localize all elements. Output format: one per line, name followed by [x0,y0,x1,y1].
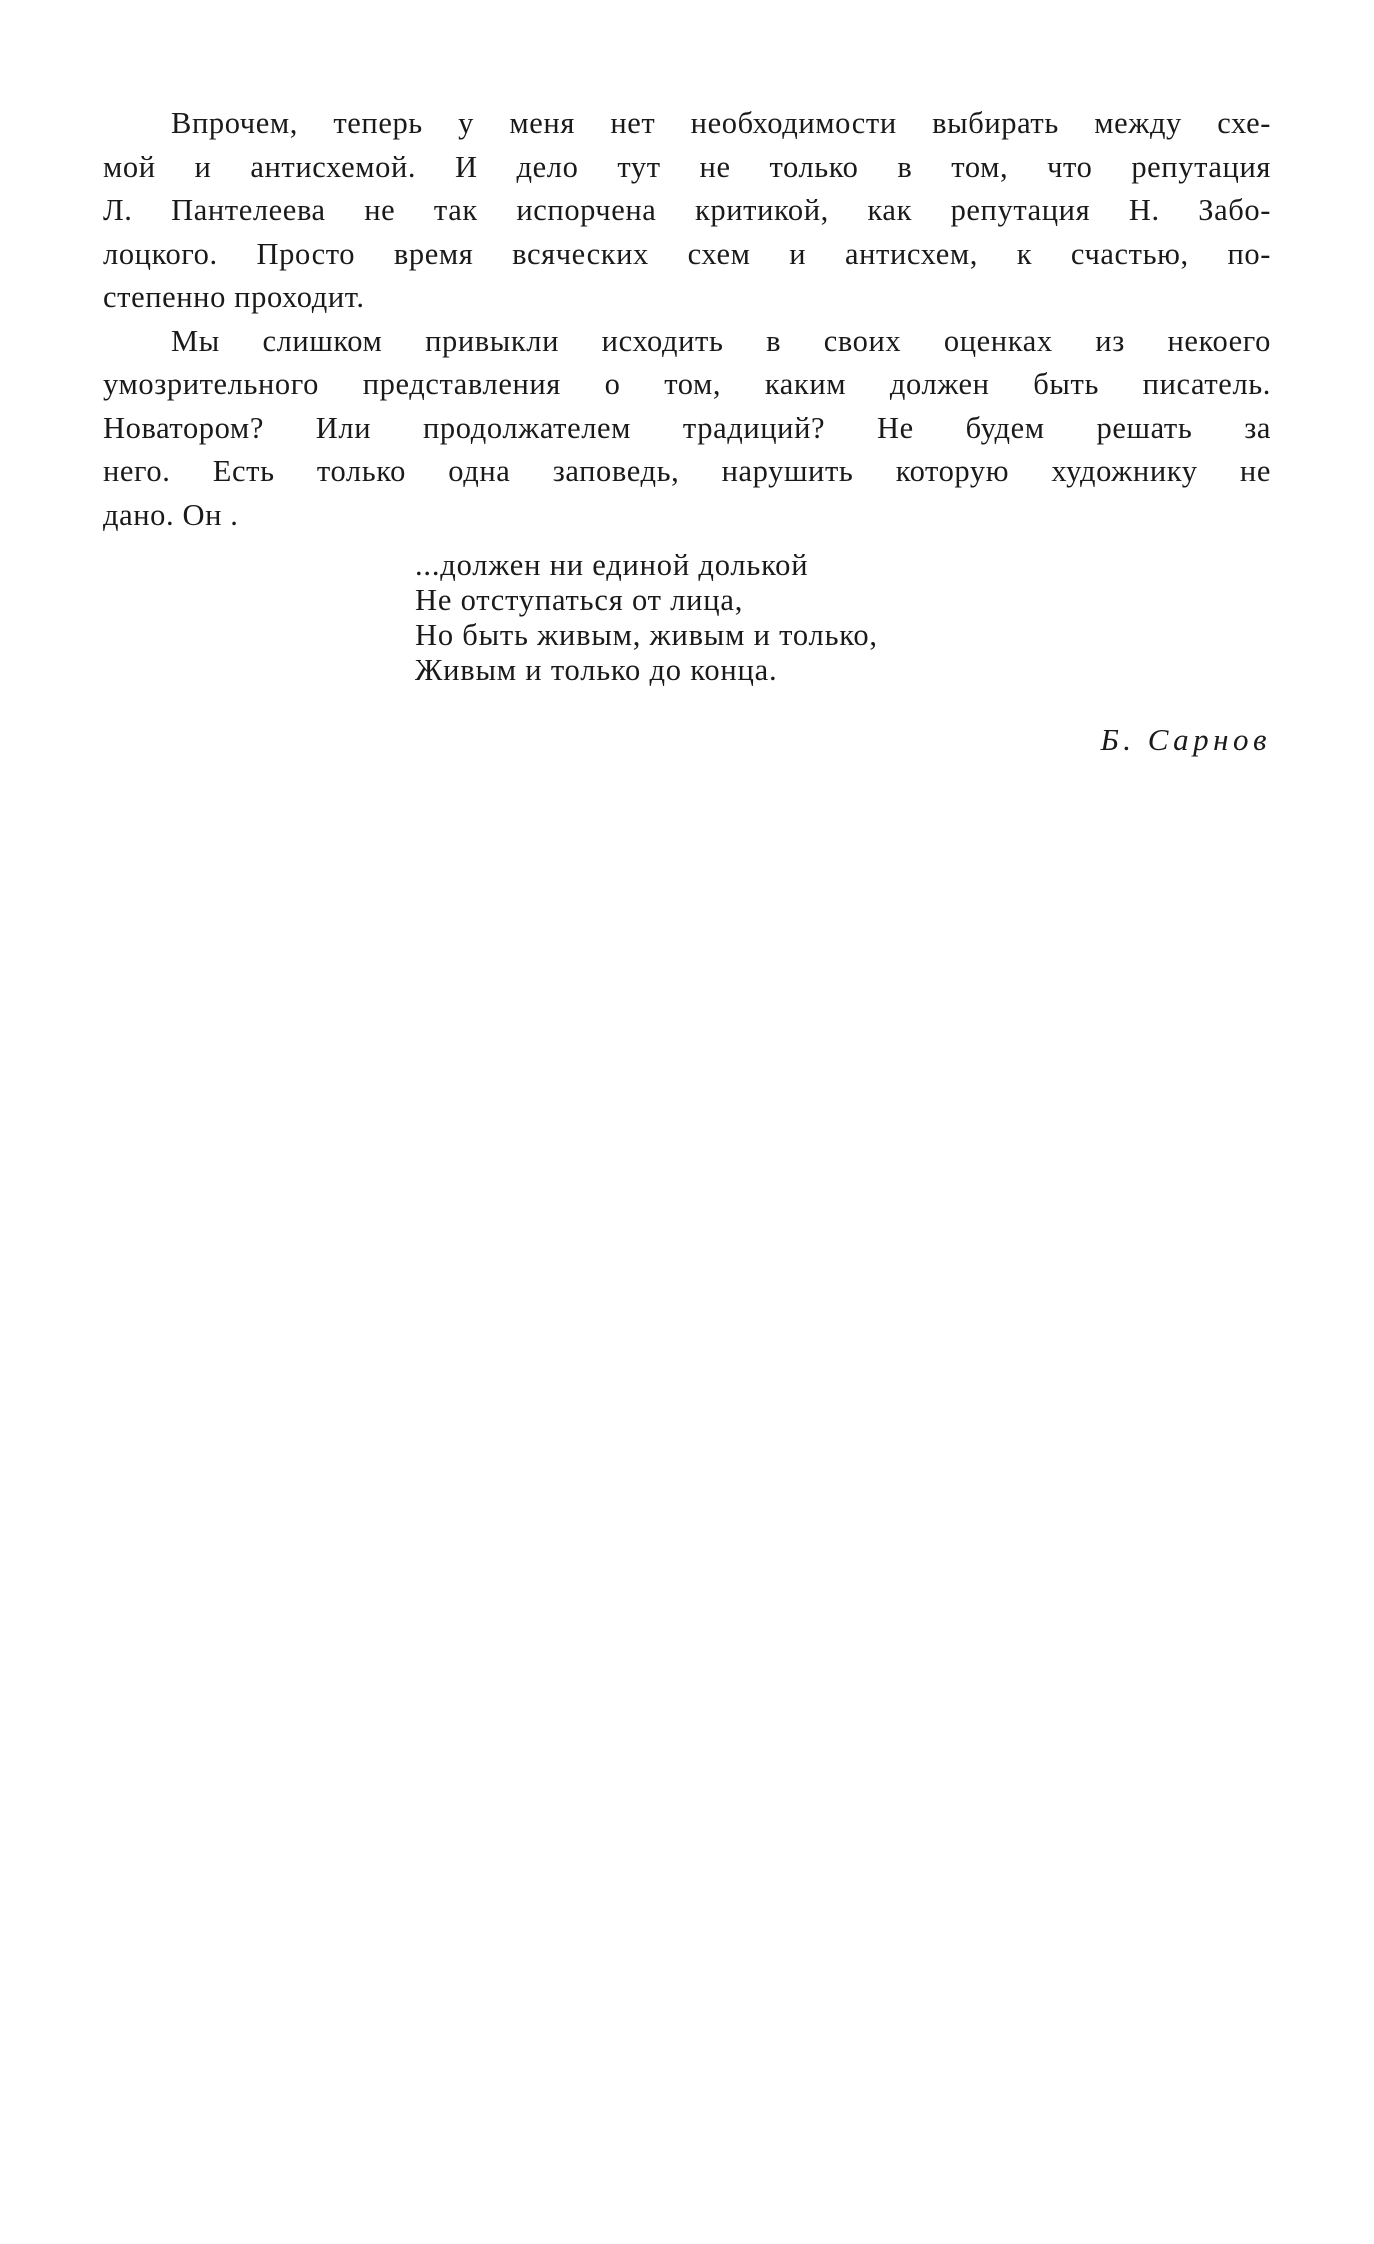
paragraph-2 [103,320,1271,538]
text-line: дано. Он . [103,497,239,532]
text-line: Мы слишком привыкли исходить в своих оценках из некоего [171,323,1271,358]
text-line: мой и антисхемой. И дело тут не только в том, что репутация [103,149,1271,184]
body-text [103,102,1271,537]
text-line: Впрочем, теперь у меня нет необходимости выбирать между схе- [171,106,1271,140]
poem-line: ...должен ни единой долькой [415,548,809,582]
poem-quote [415,548,878,688]
poem-line: Не отступаться от лица, [415,583,744,617]
text-line: степенно проходит. [103,280,365,314]
poem-line: Живым и только до конца. [415,653,778,687]
text-line: умозрительного представления о том, каким должен быть писатель. [103,367,1271,401]
text-line: него. Есть только одна заповедь, нарушить которую художнику не [103,454,1271,488]
text-line: лоцкого. Просто время всяческих схем и антисхем, к счастью, по- [103,236,1271,271]
author-signature: Б. Сарнов [1100,722,1271,757]
poem-line: Но быть живым, живым и только, [415,618,878,652]
text-line: Новатором? Или продолжателем традиций? Не будем решать за [103,410,1271,445]
paragraph-1 [103,102,1271,320]
text-line: Л. Пантелеева не так испорчена критикой, как репутация Н. Забо- [103,193,1271,227]
